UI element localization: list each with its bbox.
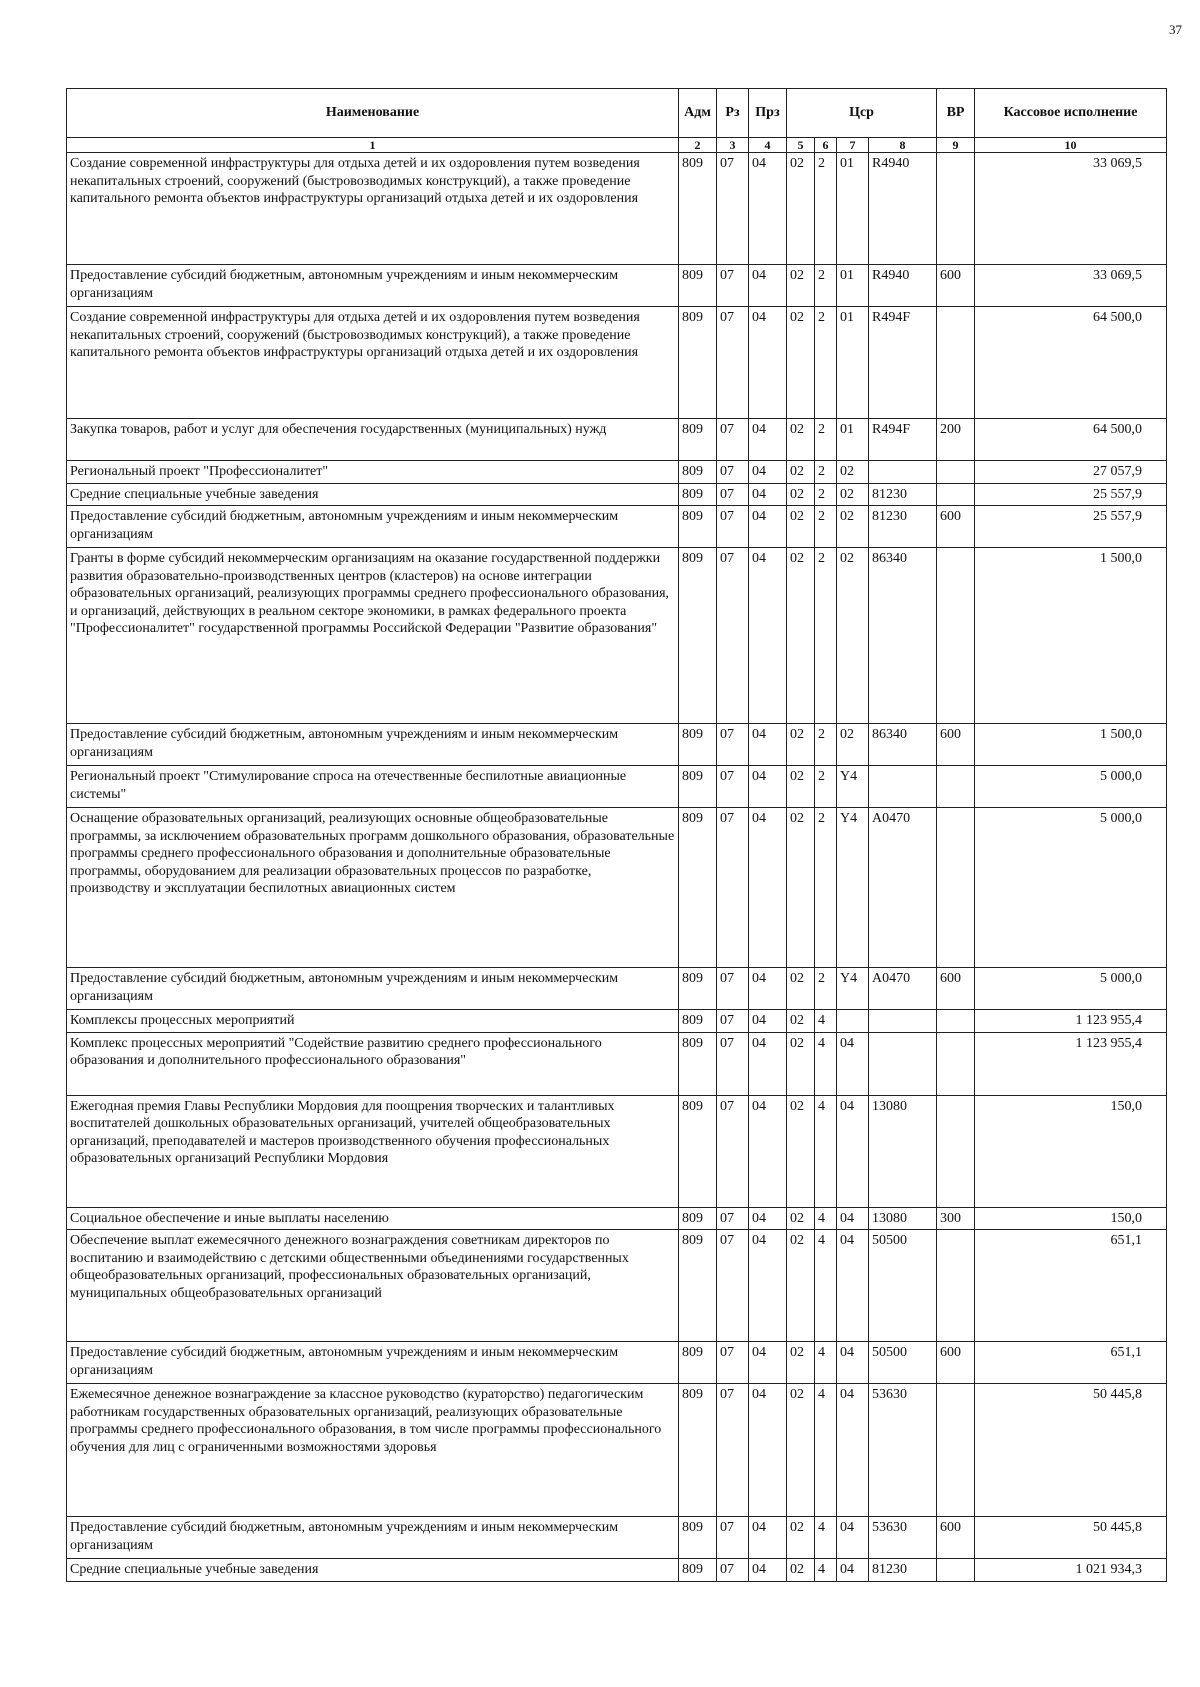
row-csr-7: 04 xyxy=(837,1207,869,1230)
row-csr-5: 02 xyxy=(787,419,815,461)
row-rz: 07 xyxy=(717,968,749,1010)
row-prz: 04 xyxy=(749,1230,787,1342)
row-csr-6: 4 xyxy=(815,1384,837,1517)
row-vr: 200 xyxy=(937,419,975,461)
table-body xyxy=(67,153,1167,1582)
row-name: Комплексы процессных мероприятий xyxy=(67,1010,679,1033)
row-csr-8 xyxy=(869,1010,937,1033)
row-csr-7 xyxy=(837,1010,869,1033)
row-csr-7: 01 xyxy=(837,153,869,265)
column-number: 10 xyxy=(975,138,1167,153)
row-csr-7: 04 xyxy=(837,1559,869,1582)
table-row xyxy=(67,968,1167,1010)
row-csr-6: 2 xyxy=(815,724,837,766)
row-csr-5: 02 xyxy=(787,548,815,724)
row-csr-5: 02 xyxy=(787,1559,815,1582)
header-vr: ВР xyxy=(937,89,975,138)
row-csr-6: 4 xyxy=(815,1342,837,1384)
row-csr-8 xyxy=(869,1032,937,1095)
row-adm: 809 xyxy=(679,153,717,265)
row-adm: 809 xyxy=(679,1559,717,1582)
row-csr-7: 04 xyxy=(837,1517,869,1559)
table-row xyxy=(67,461,1167,484)
row-csr-8: R494F xyxy=(869,419,937,461)
row-csr-5: 02 xyxy=(787,1095,815,1207)
row-csr-6: 4 xyxy=(815,1207,837,1230)
row-prz: 04 xyxy=(749,265,787,307)
row-name: Средние специальные учебные заведения xyxy=(67,483,679,506)
row-amount: 64 500,0 xyxy=(975,307,1167,419)
row-amount: 50 445,8 xyxy=(975,1517,1167,1559)
row-csr-5: 02 xyxy=(787,307,815,419)
table-row xyxy=(67,307,1167,419)
table-row xyxy=(67,1559,1167,1582)
column-number-row xyxy=(67,138,1167,153)
row-vr xyxy=(937,1032,975,1095)
column-number: 3 xyxy=(717,138,749,153)
row-csr-5: 02 xyxy=(787,724,815,766)
row-adm: 809 xyxy=(679,265,717,307)
row-csr-6: 2 xyxy=(815,766,837,808)
row-vr: 600 xyxy=(937,1342,975,1384)
row-vr xyxy=(937,548,975,724)
row-amount: 1 123 955,4 xyxy=(975,1010,1167,1033)
row-csr-5: 02 xyxy=(787,1517,815,1559)
row-vr: 300 xyxy=(937,1207,975,1230)
row-adm: 809 xyxy=(679,724,717,766)
header-row xyxy=(67,89,1167,138)
header-amount: Кассовое исполнение xyxy=(975,89,1167,138)
row-amount: 5 000,0 xyxy=(975,968,1167,1010)
row-amount: 64 500,0 xyxy=(975,419,1167,461)
row-name: Ежемесячное денежное вознаграждение за классное руководство (кураторство) педагогическим работникам государственных образовательных организаций, реализующих образовательные программы среднего профессионального образования, в том числе программы профессионального обучения для лиц с ограниченными возможностями здоровья xyxy=(67,1384,679,1517)
row-name: Предоставление субсидий бюджетным, автономным учреждениям и иным некоммерческим организациям xyxy=(67,1342,679,1384)
row-csr-8: 53630 xyxy=(869,1517,937,1559)
row-csr-5: 02 xyxy=(787,1010,815,1033)
row-csr-5: 02 xyxy=(787,483,815,506)
row-adm: 809 xyxy=(679,766,717,808)
row-adm: 809 xyxy=(679,461,717,484)
row-rz: 07 xyxy=(717,461,749,484)
row-adm: 809 xyxy=(679,1517,717,1559)
column-number: 1 xyxy=(67,138,679,153)
header-rz: Рз xyxy=(717,89,749,138)
row-prz: 04 xyxy=(749,1010,787,1033)
row-csr-7: 04 xyxy=(837,1342,869,1384)
row-prz: 04 xyxy=(749,307,787,419)
header-name: Наименование xyxy=(67,89,679,138)
row-adm: 809 xyxy=(679,1342,717,1384)
table-row xyxy=(67,1032,1167,1095)
row-csr-6: 2 xyxy=(815,506,837,548)
row-rz: 07 xyxy=(717,506,749,548)
row-csr-8: R4940 xyxy=(869,265,937,307)
header-adm: Адм xyxy=(679,89,717,138)
table-row xyxy=(67,1095,1167,1207)
row-csr-8: R494F xyxy=(869,307,937,419)
row-amount: 1 500,0 xyxy=(975,724,1167,766)
row-vr xyxy=(937,808,975,968)
row-amount: 25 557,9 xyxy=(975,506,1167,548)
column-number: 2 xyxy=(679,138,717,153)
row-vr xyxy=(937,483,975,506)
row-csr-6: 2 xyxy=(815,483,837,506)
row-name: Региональный проект "Стимулирование спроса на отечественные беспилотные авиационные системы" xyxy=(67,766,679,808)
row-csr-5: 02 xyxy=(787,1230,815,1342)
column-number: 7 xyxy=(837,138,869,153)
row-name: Региональный проект "Профессионалитет" xyxy=(67,461,679,484)
row-name: Предоставление субсидий бюджетным, автономным учреждениям и иным некоммерческим организациям xyxy=(67,506,679,548)
table-row xyxy=(67,548,1167,724)
row-vr xyxy=(937,153,975,265)
row-prz: 04 xyxy=(749,1342,787,1384)
row-name: Создание современной инфраструктуры для отдыха детей и их оздоровления путем возведения некапитальных строений, сооружений (быстровозводимых конструкций), а также проведение капитального ремонта объектов инфраструктуры организаций отдыха детей и их оздоровления xyxy=(67,307,679,419)
row-csr-7: Y4 xyxy=(837,766,869,808)
row-csr-7: 01 xyxy=(837,307,869,419)
row-csr-8: 50500 xyxy=(869,1342,937,1384)
row-csr-5: 02 xyxy=(787,153,815,265)
row-amount: 27 057,9 xyxy=(975,461,1167,484)
row-adm: 809 xyxy=(679,968,717,1010)
row-csr-5: 02 xyxy=(787,265,815,307)
row-csr-8 xyxy=(869,766,937,808)
row-csr-8: 13080 xyxy=(869,1207,937,1230)
column-number: 8 xyxy=(869,138,937,153)
row-vr xyxy=(937,1559,975,1582)
table-row xyxy=(67,1230,1167,1342)
row-csr-6: 4 xyxy=(815,1517,837,1559)
row-adm: 809 xyxy=(679,1384,717,1517)
row-name: Предоставление субсидий бюджетным, автономным учреждениям и иным некоммерческим организациям xyxy=(67,1517,679,1559)
row-name: Ежегодная премия Главы Республики Мордовия для поощрения творческих и талантливых воспитателей дошкольных образовательных организаций, учителей общеобразовательных организаций, преподавателей и мастеров производственного обучения профессиональных образовательных организаций Республики Мордовия xyxy=(67,1095,679,1207)
row-prz: 04 xyxy=(749,766,787,808)
row-csr-7: Y4 xyxy=(837,808,869,968)
row-rz: 07 xyxy=(717,548,749,724)
row-amount: 33 069,5 xyxy=(975,265,1167,307)
table-row xyxy=(67,724,1167,766)
row-prz: 04 xyxy=(749,483,787,506)
row-rz: 07 xyxy=(717,1032,749,1095)
row-prz: 04 xyxy=(749,1517,787,1559)
row-adm: 809 xyxy=(679,1010,717,1033)
table-row xyxy=(67,766,1167,808)
row-csr-6: 2 xyxy=(815,153,837,265)
row-prz: 04 xyxy=(749,1207,787,1230)
row-csr-8: A0470 xyxy=(869,968,937,1010)
column-number: 4 xyxy=(749,138,787,153)
row-prz: 04 xyxy=(749,548,787,724)
row-csr-7: 04 xyxy=(837,1230,869,1342)
row-amount: 150,0 xyxy=(975,1095,1167,1207)
row-csr-6: 2 xyxy=(815,461,837,484)
row-amount: 1 123 955,4 xyxy=(975,1032,1167,1095)
row-csr-7: 01 xyxy=(837,419,869,461)
column-number: 6 xyxy=(815,138,837,153)
row-name: Предоставление субсидий бюджетным, автономным учреждениям и иным некоммерческим организациям xyxy=(67,265,679,307)
row-amount: 25 557,9 xyxy=(975,483,1167,506)
table-row xyxy=(67,419,1167,461)
row-csr-6: 2 xyxy=(815,419,837,461)
budget-table xyxy=(66,88,1167,1582)
row-csr-7: 02 xyxy=(837,461,869,484)
row-csr-6: 4 xyxy=(815,1559,837,1582)
row-csr-7: 02 xyxy=(837,506,869,548)
row-csr-5: 02 xyxy=(787,1384,815,1517)
row-rz: 07 xyxy=(717,766,749,808)
row-prz: 04 xyxy=(749,1095,787,1207)
row-csr-7: 02 xyxy=(837,483,869,506)
row-csr-5: 02 xyxy=(787,766,815,808)
header-csr: Цср xyxy=(787,89,937,138)
row-rz: 07 xyxy=(717,1384,749,1517)
row-adm: 809 xyxy=(679,548,717,724)
row-csr-8: A0470 xyxy=(869,808,937,968)
row-prz: 04 xyxy=(749,153,787,265)
row-csr-5: 02 xyxy=(787,461,815,484)
row-vr xyxy=(937,1010,975,1033)
row-csr-7: 04 xyxy=(837,1384,869,1517)
row-csr-7: 01 xyxy=(837,265,869,307)
table-row xyxy=(67,153,1167,265)
row-rz: 07 xyxy=(717,1010,749,1033)
row-csr-8: 81230 xyxy=(869,483,937,506)
row-adm: 809 xyxy=(679,419,717,461)
row-vr xyxy=(937,1384,975,1517)
row-csr-5: 02 xyxy=(787,1032,815,1095)
table-row xyxy=(67,1517,1167,1559)
table-row xyxy=(67,1384,1167,1517)
row-rz: 07 xyxy=(717,1095,749,1207)
row-adm: 809 xyxy=(679,808,717,968)
row-name: Оснащение образовательных организаций, реализующих основные общеобразовательные программы, за исключением образовательных программ дошкольного образования, образовательные программы среднего профессионального образования и дополнительные образовательные программы, оборудованием для реализации образовательных процессов по разработке, производству и эксплуатации беспилотных авиационных систем xyxy=(67,808,679,968)
row-rz: 07 xyxy=(717,808,749,968)
row-csr-8: 86340 xyxy=(869,724,937,766)
row-name: Предоставление субсидий бюджетным, автономным учреждениям и иным некоммерческим организациям xyxy=(67,968,679,1010)
row-csr-6: 2 xyxy=(815,307,837,419)
row-rz: 07 xyxy=(717,724,749,766)
row-csr-5: 02 xyxy=(787,506,815,548)
row-rz: 07 xyxy=(717,1207,749,1230)
row-amount: 5 000,0 xyxy=(975,766,1167,808)
row-csr-6: 2 xyxy=(815,808,837,968)
row-prz: 04 xyxy=(749,1559,787,1582)
row-csr-7: 04 xyxy=(837,1095,869,1207)
row-prz: 04 xyxy=(749,724,787,766)
row-rz: 07 xyxy=(717,307,749,419)
row-rz: 07 xyxy=(717,1517,749,1559)
row-vr xyxy=(937,307,975,419)
row-csr-8 xyxy=(869,461,937,484)
row-csr-5: 02 xyxy=(787,1207,815,1230)
row-rz: 07 xyxy=(717,483,749,506)
row-csr-6: 2 xyxy=(815,265,837,307)
row-csr-8: 53630 xyxy=(869,1384,937,1517)
row-adm: 809 xyxy=(679,483,717,506)
row-name: Закупка товаров, работ и услуг для обеспечения государственных (муниципальных) нужд xyxy=(67,419,679,461)
row-csr-6: 2 xyxy=(815,968,837,1010)
row-csr-6: 4 xyxy=(815,1032,837,1095)
row-vr xyxy=(937,766,975,808)
row-csr-8: 13080 xyxy=(869,1095,937,1207)
row-name: Средние специальные учебные заведения xyxy=(67,1559,679,1582)
row-prz: 04 xyxy=(749,808,787,968)
row-prz: 04 xyxy=(749,1032,787,1095)
row-name: Предоставление субсидий бюджетным, автономным учреждениям и иным некоммерческим организациям xyxy=(67,724,679,766)
column-number: 5 xyxy=(787,138,815,153)
row-vr xyxy=(937,1230,975,1342)
row-amount: 1 500,0 xyxy=(975,548,1167,724)
row-csr-7: 04 xyxy=(837,1032,869,1095)
page-number: 37 xyxy=(1169,22,1182,37)
row-adm: 809 xyxy=(679,1095,717,1207)
table-row xyxy=(67,808,1167,968)
row-amount: 5 000,0 xyxy=(975,808,1167,968)
row-csr-7: 02 xyxy=(837,548,869,724)
header-prz: Прз xyxy=(749,89,787,138)
table-row xyxy=(67,483,1167,506)
table-row xyxy=(67,1207,1167,1230)
row-csr-7: 02 xyxy=(837,724,869,766)
row-csr-8: R4940 xyxy=(869,153,937,265)
row-rz: 07 xyxy=(717,1342,749,1384)
row-csr-6: 4 xyxy=(815,1095,837,1207)
row-csr-8: 50500 xyxy=(869,1230,937,1342)
row-adm: 809 xyxy=(679,1032,717,1095)
column-number: 9 xyxy=(937,138,975,153)
row-amount: 651,1 xyxy=(975,1230,1167,1342)
row-adm: 809 xyxy=(679,1230,717,1342)
row-vr xyxy=(937,1095,975,1207)
row-rz: 07 xyxy=(717,1230,749,1342)
row-csr-5: 02 xyxy=(787,968,815,1010)
row-csr-6: 4 xyxy=(815,1010,837,1033)
row-prz: 04 xyxy=(749,461,787,484)
row-vr: 600 xyxy=(937,506,975,548)
row-csr-8: 81230 xyxy=(869,506,937,548)
row-csr-8: 86340 xyxy=(869,548,937,724)
row-csr-5: 02 xyxy=(787,808,815,968)
row-csr-8: 81230 xyxy=(869,1559,937,1582)
row-amount: 651,1 xyxy=(975,1342,1167,1384)
row-adm: 809 xyxy=(679,307,717,419)
row-vr: 600 xyxy=(937,1517,975,1559)
table-row xyxy=(67,1010,1167,1033)
row-csr-6: 4 xyxy=(815,1230,837,1342)
row-rz: 07 xyxy=(717,153,749,265)
row-csr-5: 02 xyxy=(787,1342,815,1384)
row-amount: 150,0 xyxy=(975,1207,1167,1230)
row-prz: 04 xyxy=(749,1384,787,1517)
row-rz: 07 xyxy=(717,265,749,307)
row-prz: 04 xyxy=(749,506,787,548)
row-name: Комплекс процессных мероприятий "Содействие развитию среднего профессионального образования и дополнительного профессионального образования" xyxy=(67,1032,679,1095)
table-row xyxy=(67,1342,1167,1384)
table-row xyxy=(67,506,1167,548)
row-rz: 07 xyxy=(717,419,749,461)
row-adm: 809 xyxy=(679,1207,717,1230)
row-amount: 50 445,8 xyxy=(975,1384,1167,1517)
row-vr: 600 xyxy=(937,968,975,1010)
row-prz: 04 xyxy=(749,419,787,461)
row-vr: 600 xyxy=(937,724,975,766)
row-name: Создание современной инфраструктуры для отдыха детей и их оздоровления путем возведения некапитальных строений, сооружений (быстровозводимых конструкций), а также проведение капитального ремонта объектов инфраструктуры организаций отдыха детей и их оздоровления xyxy=(67,153,679,265)
row-rz: 07 xyxy=(717,1559,749,1582)
table-row xyxy=(67,265,1167,307)
row-vr: 600 xyxy=(937,265,975,307)
row-adm: 809 xyxy=(679,506,717,548)
row-csr-6: 2 xyxy=(815,548,837,724)
row-prz: 04 xyxy=(749,968,787,1010)
row-amount: 33 069,5 xyxy=(975,153,1167,265)
row-amount: 1 021 934,3 xyxy=(975,1559,1167,1582)
row-name: Социальное обеспечение и иные выплаты населению xyxy=(67,1207,679,1230)
row-csr-7: Y4 xyxy=(837,968,869,1010)
row-name: Гранты в форме субсидий некоммерческим организациям на оказание государственной поддержки развития образовательно-производственных центров (кластеров) на основе интеграции образовательных организаций, реализующих программы среднего профессионального образования, и организаций, действующих в реальном секторе экономики, в рамках федерального проекта "Профессионалитет" государственной программы Российской Федерации "Развитие образования" xyxy=(67,548,679,724)
row-name: Обеспечение выплат ежемесячного денежного вознаграждения советникам директоров по воспитанию и взаимодействию с детскими общественными объединениями государственных общеобразовательных организаций, профессиональных образовательных организаций, муниципальных общеобразовательных организаций xyxy=(67,1230,679,1342)
row-vr xyxy=(937,461,975,484)
